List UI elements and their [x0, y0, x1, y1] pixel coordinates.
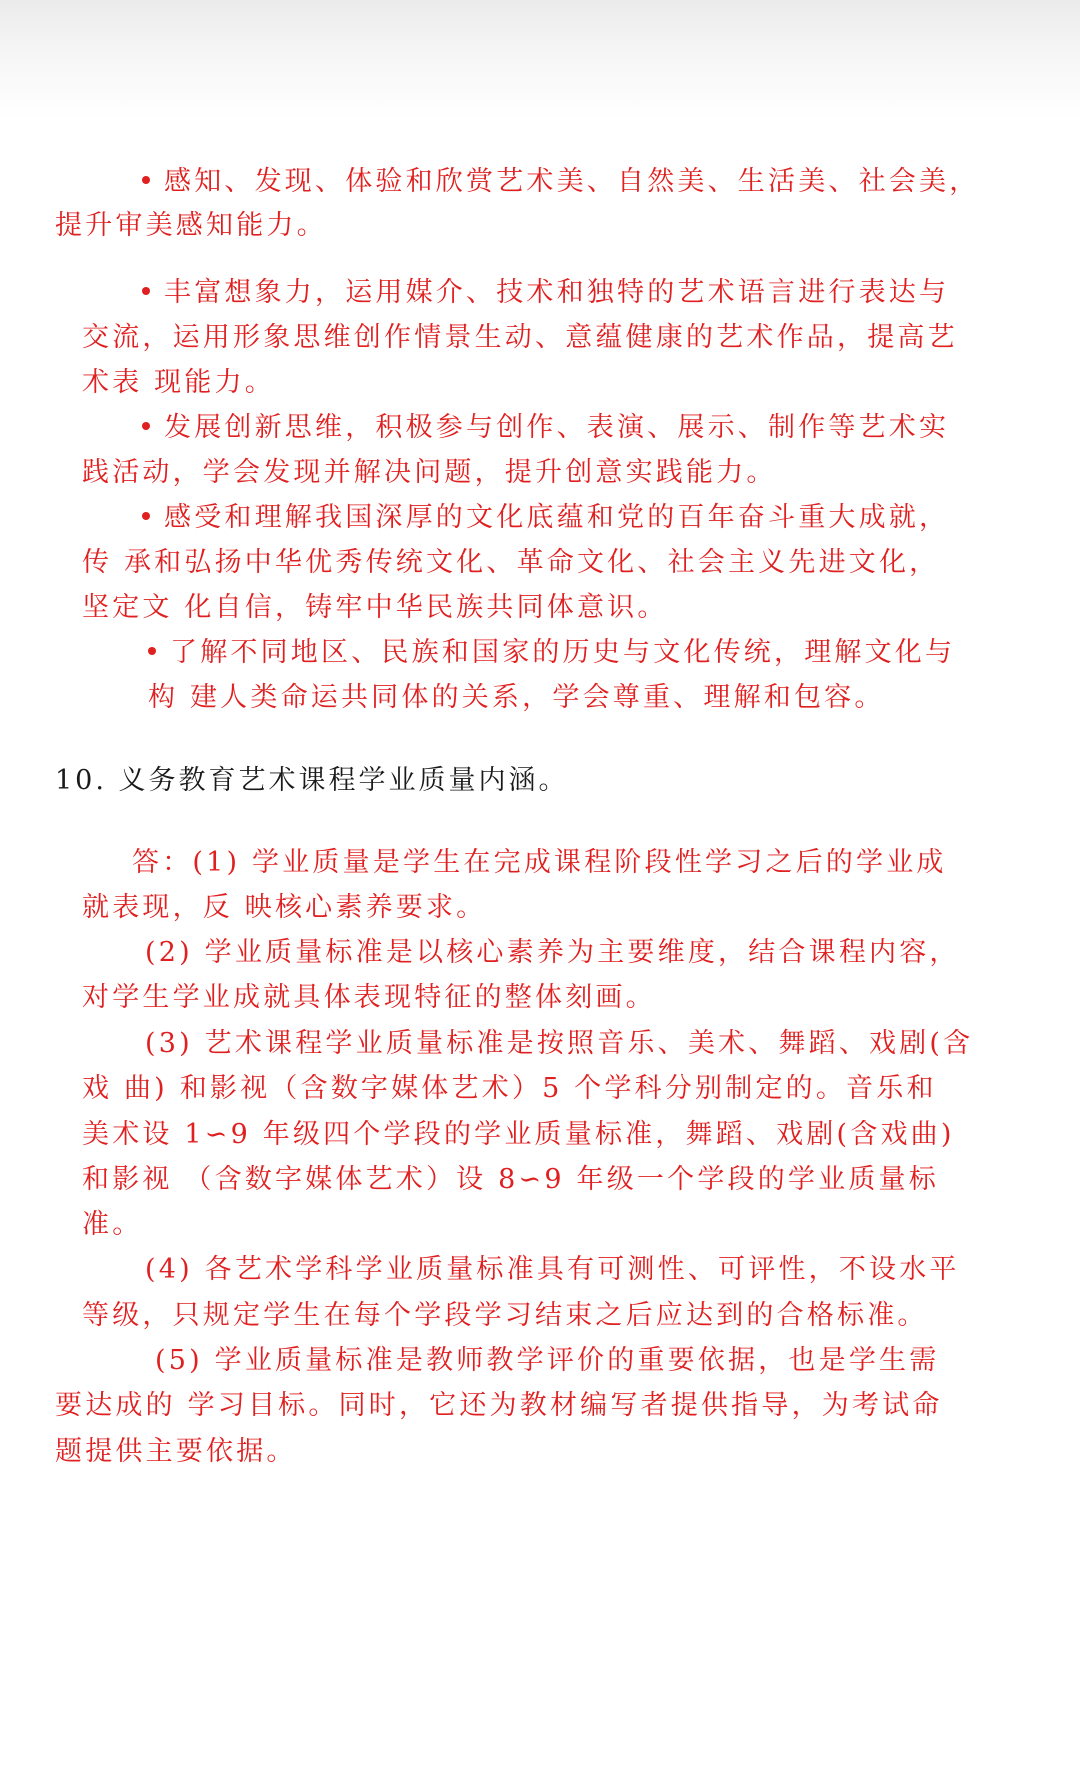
answer-4-line-1: (4) 各艺术学科学业质量标准具有可测性、可评性，不设水平 — [145, 1254, 960, 1285]
bullet-5-line-2: 构 建人类命运共同体的关系，学会尊重、理解和包容。 — [148, 682, 885, 713]
bullet-4-line-1: 感受和理解我国深厚的文化底蕴和党的百年奋斗重大成就， — [142, 500, 949, 536]
bullet-3-line-1: 发展创新思维，积极参与创作、表演、展示、制作等艺术实 — [142, 410, 949, 446]
answer-3-line-1: (3) 艺术课程学业质量标准是按照音乐、美术、舞蹈、戏剧(含 — [145, 1028, 974, 1059]
answer-2-line-1: (2) 学业质量标准是以核心素养为主要维度，结合课程内容， — [145, 937, 960, 968]
bullet-dot-icon — [142, 512, 150, 520]
answer-2-line-2: 对学生学业成就具体表现特征的整体刻画。 — [82, 982, 656, 1013]
answer-5-line-1: (5) 学业质量标准是教师教学评价的重要依据，也是学生需 — [155, 1345, 940, 1376]
bullet-dot-icon — [148, 647, 156, 655]
answer-1-line-2: 就表现，反 映核心素养要求。 — [82, 892, 487, 923]
bullet-2-line-2: 交流，运用形象思维创作情景生动、意蕴健康的艺术作品，提高艺 — [82, 322, 958, 353]
bullet-4-line-2: 传 承和弘扬中华优秀传统文化、革命文化、社会主义先进文化， — [82, 547, 940, 578]
question-text: 10. 义务教育艺术课程学业质量内涵。 — [55, 765, 569, 796]
answer-4-line-2: 等级，只规定学生在每个学段学习结束之后应达到的合格标准。 — [82, 1300, 928, 1331]
answer-5-line-2: 要达成的 学习目标。同时，它还为教材编写者提供指导，为考试命 — [55, 1390, 943, 1421]
bullet-dot-icon — [142, 176, 150, 184]
bullet-dot-icon — [142, 287, 150, 295]
bullet-3-line-2: 践活动，学会发现并解决问题，提升创意实践能力。 — [82, 457, 777, 488]
bullet-2-line-1: 丰富想象力，运用媒介、技术和独特的艺术语言进行表达与 — [142, 275, 949, 311]
bullet-dot-icon — [142, 422, 150, 430]
answer-3-line-3: 美术设 1∽9 年级四个学段的学业质量标准，舞蹈、戏剧(含戏曲) — [82, 1119, 955, 1150]
answer-3-line-4: 和影视 （含数字媒体艺术）设 8∽9 年级一个学段的学业质量标 — [82, 1164, 939, 1195]
answer-5-line-3: 题提供主要依据。 — [55, 1436, 297, 1467]
bullet-4-line-3: 坚定文 化自信，铸牢中华民族共同体意识。 — [82, 592, 668, 623]
answer-3-line-2: 戏 曲) 和影视（含数字媒体艺术）5 个学科分别制定的。音乐和 — [82, 1073, 937, 1104]
bullet-2-line-3: 术表 现能力。 — [82, 367, 275, 398]
bullet-1-line-2: 提升审美感知能力。 — [55, 210, 327, 241]
answer-3-line-5: 准。 — [82, 1209, 143, 1240]
bullet-1-line-1: 感知、发现、体验和欣赏艺术美、自然美、生活美、社会美， — [142, 164, 979, 200]
answer-1-line-1: 答：(1) 学业质量是学生在完成课程阶段性学习之后的学业成 — [132, 847, 947, 878]
bullet-5-line-1: 了解不同地区、民族和国家的历史与文化传统，理解文化与 — [148, 635, 955, 671]
